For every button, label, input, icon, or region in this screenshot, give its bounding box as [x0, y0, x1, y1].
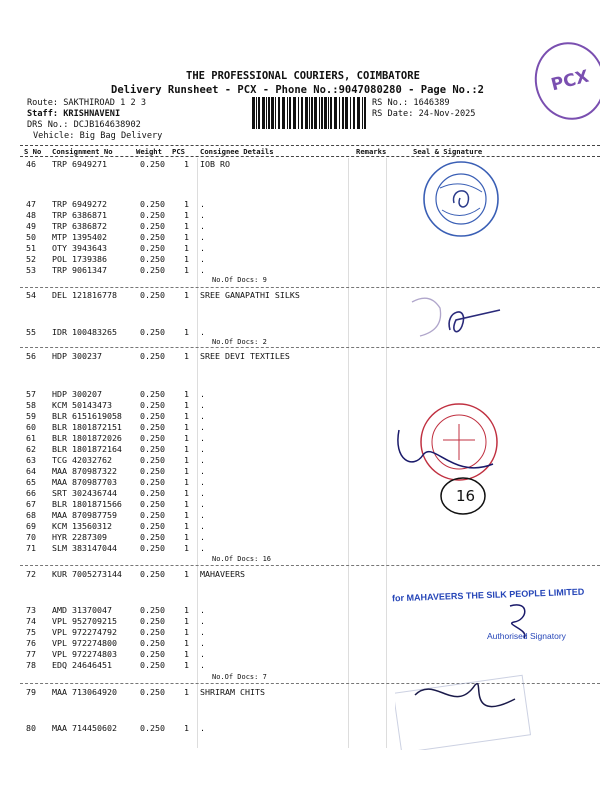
table-row	[0, 389, 600, 400]
row-weight: 0.250	[140, 521, 165, 531]
row-consignee: .	[200, 243, 205, 253]
col-consignment: Consignment No	[52, 147, 113, 156]
table-row	[0, 543, 600, 554]
row-sno: 50	[26, 232, 36, 242]
row-sno: 70	[26, 532, 36, 542]
row-sno: 57	[26, 389, 36, 399]
row-consignment-no: VPL 972274800	[52, 638, 117, 648]
row-weight: 0.250	[140, 221, 165, 231]
row-consignee: SREE DEVI TEXTILES	[200, 351, 290, 361]
row-consignee: .	[200, 433, 205, 443]
row-pcs: 1	[184, 532, 189, 542]
row-consignment-no: KCM 50143473	[52, 400, 112, 410]
row-sno: 75	[26, 627, 36, 637]
row-pcs: 1	[184, 477, 189, 487]
barcode-bar	[345, 97, 348, 129]
row-sno: 56	[26, 351, 36, 361]
row-consignee: .	[200, 422, 205, 432]
table-row	[0, 327, 600, 338]
row-weight: 0.250	[140, 499, 165, 509]
group-separator	[20, 347, 600, 348]
barcode	[252, 97, 368, 131]
barcode-bar	[339, 97, 340, 129]
row-consignee: SREE GANAPATHI SILKS	[200, 290, 300, 300]
row-consignment-no: MAA 714450602	[52, 723, 117, 733]
row-pcs: 1	[184, 638, 189, 648]
row-consignee: .	[200, 477, 205, 487]
row-sno: 73	[26, 605, 36, 615]
row-weight: 0.250	[140, 649, 165, 659]
row-consignee: .	[200, 444, 205, 454]
row-consignment-no: VPL 972274792	[52, 627, 117, 637]
col-seal: Seal & Signature	[413, 147, 483, 156]
row-pcs: 1	[184, 569, 189, 579]
row-consignee: .	[200, 532, 205, 542]
barcode-bar	[271, 97, 274, 129]
row-sno: 80	[26, 723, 36, 733]
row-consignment-no: BLR 1801872164	[52, 444, 122, 454]
row-pcs: 1	[184, 254, 189, 264]
barcode-bar	[353, 97, 355, 129]
table-row	[0, 569, 600, 580]
row-weight: 0.250	[140, 290, 165, 300]
row-pcs: 1	[184, 159, 189, 169]
row-pcs: 1	[184, 210, 189, 220]
barcode-bar	[256, 97, 257, 129]
row-weight: 0.250	[140, 254, 165, 264]
col-pcs: PCS	[172, 147, 185, 156]
row-sno: 71	[26, 543, 36, 553]
row-consignee: .	[200, 605, 205, 615]
row-pcs: 1	[184, 543, 189, 553]
row-pcs: 1	[184, 351, 189, 361]
row-consignment-no: VPL 972274803	[52, 649, 117, 659]
row-consignment-no: SRT 302436744	[52, 488, 117, 498]
mahaveers-stamp-text: for MAHAVEERS THE SILK PEOPLE LIMITED	[391, 586, 585, 604]
row-weight: 0.250	[140, 159, 165, 169]
row-pcs: 1	[184, 605, 189, 615]
row-consignee: .	[200, 265, 205, 275]
header-rule-bottom	[20, 156, 600, 157]
row-consignment-no: BLR 1801872026	[52, 433, 122, 443]
row-consignment-no: MAA 870987759	[52, 510, 117, 520]
row-consignment-no: SLM 383147044	[52, 543, 117, 553]
row-consignment-no: TRP 6949272	[52, 199, 107, 209]
barcode-bar	[357, 97, 360, 129]
row-consignment-no: HYR 2287309	[52, 532, 107, 542]
row-consignee: .	[200, 221, 205, 231]
shriram-stamp	[395, 655, 545, 750]
table-row	[0, 232, 600, 243]
ganapathi-signature	[400, 290, 510, 348]
runsheet-title: Delivery Runsheet - PCX - Phone No.:9047080280 - Page No.:2	[111, 84, 484, 96]
row-weight: 0.250	[140, 210, 165, 220]
row-sno: 69	[26, 521, 36, 531]
row-consignment-no: BLR 1801871566	[52, 499, 122, 509]
row-pcs: 1	[184, 723, 189, 733]
table-row	[0, 221, 600, 232]
row-sno: 46	[26, 159, 36, 169]
barcode-bar	[266, 97, 267, 129]
row-weight: 0.250	[140, 400, 165, 410]
row-weight: 0.250	[140, 351, 165, 361]
staff: Staff: KRISHNAVENI	[27, 109, 121, 119]
row-consignment-no: BLR 6151619058	[52, 411, 122, 421]
table-row	[0, 521, 600, 532]
row-consignment-no: TRP 6386871	[52, 210, 107, 220]
table-row	[0, 351, 600, 362]
row-consignee: .	[200, 649, 205, 659]
barcode-bar	[319, 97, 320, 129]
row-weight: 0.250	[140, 444, 165, 454]
row-consignment-no: TRP 6949271	[52, 159, 107, 169]
barcode-bar	[289, 97, 291, 129]
row-consignee: .	[200, 499, 205, 509]
group-separator	[20, 287, 600, 288]
table-row	[0, 254, 600, 265]
row-sno: 54	[26, 290, 36, 300]
doc-count: No.Of Docs: 16	[212, 555, 272, 563]
barcode-bar	[324, 97, 327, 129]
doc-count: No.Of Docs: 7	[212, 673, 267, 681]
barcode-bar	[309, 97, 310, 129]
row-consignee: .	[200, 543, 205, 553]
doc-count: No.Of Docs: 2	[212, 338, 267, 346]
row-weight: 0.250	[140, 723, 165, 733]
row-consignee: .	[200, 466, 205, 476]
row-pcs: 1	[184, 687, 189, 697]
row-consignment-no: HDP 300237	[52, 351, 102, 361]
row-consignee: .	[200, 616, 205, 626]
row-sno: 58	[26, 400, 36, 410]
table-row	[0, 159, 600, 170]
row-pcs: 1	[184, 521, 189, 531]
barcode-bar	[287, 97, 288, 129]
barcode-bar	[252, 97, 255, 129]
row-consignee: .	[200, 660, 205, 670]
table-row	[0, 290, 600, 301]
row-sno: 66	[26, 488, 36, 498]
row-pcs: 1	[184, 488, 189, 498]
row-consignee: .	[200, 455, 205, 465]
row-sno: 51	[26, 243, 36, 253]
row-sno: 60	[26, 422, 36, 432]
row-consignment-no: VPL 952709215	[52, 616, 117, 626]
row-weight: 0.250	[140, 199, 165, 209]
row-sno: 47	[26, 199, 36, 209]
row-consignment-no: BLR 1801872151	[52, 422, 122, 432]
row-consignee: .	[200, 400, 205, 410]
barcode-bar	[314, 97, 317, 129]
barcode-bar	[301, 97, 303, 129]
row-pcs: 1	[184, 433, 189, 443]
row-consignment-no: MTP 1395402	[52, 232, 107, 242]
row-sno: 78	[26, 660, 36, 670]
row-consignee: IOB RO	[200, 159, 230, 169]
row-sno: 62	[26, 444, 36, 454]
row-sno: 74	[26, 616, 36, 626]
row-weight: 0.250	[140, 569, 165, 579]
barcode-bar	[262, 97, 265, 129]
barcode-bar	[275, 97, 276, 129]
row-pcs: 1	[184, 627, 189, 637]
row-sno: 68	[26, 510, 36, 520]
company-name: THE PROFESSIONAL COURIERS, COIMBATORE	[186, 70, 420, 82]
table-row	[0, 243, 600, 254]
route: Route: SAKTHIROAD 1 2 3	[27, 98, 146, 108]
row-pcs: 1	[184, 290, 189, 300]
row-pcs: 1	[184, 499, 189, 509]
col-consignee: Consignee Details	[200, 147, 274, 156]
row-pcs: 1	[184, 243, 189, 253]
row-sno: 63	[26, 455, 36, 465]
row-weight: 0.250	[140, 638, 165, 648]
row-weight: 0.250	[140, 687, 165, 697]
barcode-bar	[298, 97, 299, 129]
row-pcs: 1	[184, 411, 189, 421]
row-consignee: MAHAVEERS	[200, 569, 245, 579]
row-pcs: 1	[184, 649, 189, 659]
barcode-bar	[321, 97, 323, 129]
authorised-signatory: Authorised Signatory	[487, 631, 566, 641]
row-consignment-no: POL 1739386	[52, 254, 107, 264]
row-consignee: .	[200, 723, 205, 733]
row-consignment-no: TRP 6386872	[52, 221, 107, 231]
row-weight: 0.250	[140, 433, 165, 443]
row-pcs: 1	[184, 232, 189, 242]
barcode-bar	[268, 97, 270, 129]
row-sno: 49	[26, 221, 36, 231]
row-weight: 0.250	[140, 510, 165, 520]
barcode-bar	[305, 97, 308, 129]
row-weight: 0.250	[140, 265, 165, 275]
row-weight: 0.250	[140, 422, 165, 432]
row-consignee: .	[200, 199, 205, 209]
row-consignment-no: HDP 300207	[52, 389, 102, 399]
row-pcs: 1	[184, 466, 189, 476]
row-consignee: .	[200, 638, 205, 648]
row-weight: 0.250	[140, 466, 165, 476]
row-weight: 0.250	[140, 488, 165, 498]
col-remarks: Remarks	[356, 147, 387, 156]
col-sno: S No	[24, 147, 42, 156]
table-row	[0, 210, 600, 221]
row-consignee: .	[200, 627, 205, 637]
row-weight: 0.250	[140, 616, 165, 626]
row-consignment-no: MAA 870987322	[52, 466, 117, 476]
row-weight: 0.250	[140, 243, 165, 253]
row-consignment-no: AMD 31370047	[52, 605, 112, 615]
row-consignee: .	[200, 232, 205, 242]
row-consignment-no: MAA 870987703	[52, 477, 117, 487]
barcode-bar	[364, 97, 366, 129]
row-pcs: 1	[184, 422, 189, 432]
row-consignment-no: EDQ 24646451	[52, 660, 112, 670]
row-consignment-no: KUR 7005273144	[52, 569, 122, 579]
barcode-bar	[342, 97, 344, 129]
doc-count: No.Of Docs: 9	[212, 276, 267, 284]
row-consignment-no: TCG 42032762	[52, 455, 112, 465]
row-consignee: .	[200, 210, 205, 220]
row-pcs: 1	[184, 510, 189, 520]
row-consignee: SHRIRAM CHITS	[200, 687, 265, 697]
drs-number: DRS No.: DCJB164638902	[27, 120, 141, 130]
row-consignee: .	[200, 510, 205, 520]
barcode-bar	[282, 97, 285, 129]
row-sno: 55	[26, 327, 36, 337]
row-pcs: 1	[184, 327, 189, 337]
barcode-bar	[362, 97, 363, 129]
barcode-bar	[330, 97, 332, 129]
barcode-bar	[334, 97, 337, 129]
row-sno: 65	[26, 477, 36, 487]
row-weight: 0.250	[140, 411, 165, 421]
row-pcs: 1	[184, 455, 189, 465]
row-sno: 61	[26, 433, 36, 443]
row-pcs: 1	[184, 199, 189, 209]
barcode-bar	[328, 97, 329, 129]
row-weight: 0.250	[140, 605, 165, 615]
header-rule-top	[20, 145, 600, 146]
row-consignee: .	[200, 521, 205, 531]
barcode-bar	[258, 97, 260, 129]
row-sno: 79	[26, 687, 36, 697]
row-pcs: 1	[184, 400, 189, 410]
row-weight: 0.250	[140, 232, 165, 242]
row-weight: 0.250	[140, 477, 165, 487]
row-consignee: .	[200, 389, 205, 399]
row-pcs: 1	[184, 265, 189, 275]
row-pcs: 1	[184, 444, 189, 454]
barcode-bar	[278, 97, 280, 129]
row-consignee: .	[200, 488, 205, 498]
row-consignment-no: MAA 713064920	[52, 687, 117, 697]
barcode-bar	[293, 97, 296, 129]
vehicle: Vehicle: Big Bag Delivery	[33, 131, 163, 141]
rs-number: RS No.: 1646389	[372, 98, 450, 108]
row-weight: 0.250	[140, 543, 165, 553]
pcx-stamp: PCX	[527, 35, 600, 128]
row-consignment-no: DEL 121816778	[52, 290, 117, 300]
col-weight: Weight	[136, 147, 162, 156]
handwritten-count: 16	[456, 487, 476, 505]
row-consignment-no: OTY 3943643	[52, 243, 107, 253]
row-pcs: 1	[184, 660, 189, 670]
row-pcs: 1	[184, 616, 189, 626]
row-consignee: .	[200, 411, 205, 421]
row-sno: 53	[26, 265, 36, 275]
rs-date: RS Date: 24-Nov-2025	[372, 109, 476, 119]
barcode-bar	[311, 97, 313, 129]
row-sno: 52	[26, 254, 36, 264]
row-sno: 48	[26, 210, 36, 220]
iob-seal-stamp	[420, 158, 502, 240]
row-consignee: .	[200, 327, 205, 337]
row-consignment-no: TRP 9061347	[52, 265, 107, 275]
row-consignee: .	[200, 254, 205, 264]
barcode-bar	[350, 97, 351, 129]
row-pcs: 1	[184, 221, 189, 231]
row-weight: 0.250	[140, 455, 165, 465]
row-weight: 0.250	[140, 327, 165, 337]
row-weight: 0.250	[140, 660, 165, 670]
row-pcs: 1	[184, 389, 189, 399]
row-sno: 76	[26, 638, 36, 648]
row-sno: 77	[26, 649, 36, 659]
group-separator	[20, 565, 600, 566]
row-sno: 72	[26, 569, 36, 579]
row-consignment-no: KCM 13560312	[52, 521, 112, 531]
row-weight: 0.250	[140, 627, 165, 637]
row-sno: 67	[26, 499, 36, 509]
table-row	[0, 532, 600, 543]
row-weight: 0.250	[140, 389, 165, 399]
row-sno: 64	[26, 466, 36, 476]
table-row	[0, 265, 600, 276]
row-consignment-no: IDR 100483265	[52, 327, 117, 337]
row-sno: 59	[26, 411, 36, 421]
table-row	[0, 199, 600, 210]
row-weight: 0.250	[140, 532, 165, 542]
